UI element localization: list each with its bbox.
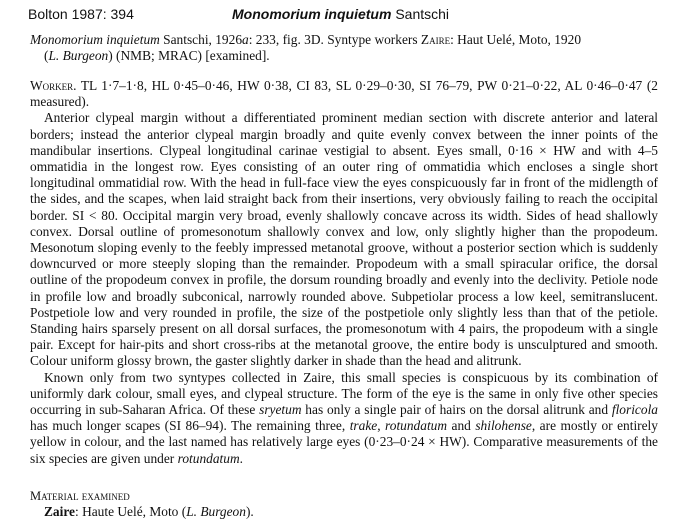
citation-collector: L. Burgeon [48, 48, 109, 64]
species-ref-trake: trake [349, 418, 378, 434]
discussion-part-4: , are mostly or entirely yellow in colour, and the last named has relatively large eyes (0·23–0·24 × HW). Comparative measurements of the six species are given under [30, 418, 658, 466]
discussion-period: . [239, 450, 243, 466]
discussion-comma: , [377, 418, 386, 434]
species-ref-rotundatum: rotundatum [385, 418, 448, 434]
discussion-and: and [447, 418, 476, 434]
worker-description: Anterior clypeal margin without a differentiated prominent median section with discrete anterior and lateral borders; instead the anterior clypeal margin broadly and quite evenly convex between the inner points of the mandibular insertions. Clypeal longitudinal carinae vestigial to absent. Eyes small, 0·16 × HW and with 4–5 ommatidia in the longest row. Eyes consisting of an outer ring of ommatidia which encloses a single short longitudinal ommatidial row. With the head in full-face view the eyes conspicuously far in front of the midlength of the sides, and the scapes, when laid straight back from their insertions, very obviously failing to reach the occipital border. SI < 80. Occipital margin very broad, evenly shallowly concave across its width. Sides of head shallowly convex. Dorsal outline of promesonotum shallowly convex and low, only slightly higher than the propodeum. Mesonotum sloping evenly to the feebly impressed metanotal groove, without a posterior section which is suddenly downcurved or more steeply sloping than the remainder. Propodeum with a small spiracular orifice, the dorsal outline of the propodeum convex in profile, the dorsum rounding broadly and evenly into the declivity. Petiole node in profile low and broadly subconical, narrowly rounded above. Subpetiolar process a low keel, semitranslucent. Postpetiole low and very rounded in profile, the size of the postpetiole only slightly less than that of the petiole. Standing hairs sparsely present on all dorsal surfaces, the promesonotum with 4 pairs, the propodeum with a single pair. Except for hair-pits and short cross-ribs at the metanotal groove, the entire body is unsculptured and smooth. Colour uniform glossy brown, the gaster slightly darker in shade than the head and alitrunk. [30, 110, 658, 369]
species-title [232, 6, 449, 22]
citation-ref-suffix: a [242, 32, 249, 47]
discussion-part-2: has only a single pair of hairs on the dorsal alitrunk and [301, 402, 612, 418]
discussion-part-3: has much longer scapes (SI 86–94). The remaining three, [30, 418, 350, 434]
material-record [30, 504, 658, 520]
species-discussion [30, 370, 658, 467]
citation-ref: Santschi, 1926 [159, 32, 243, 47]
material-locality: : Haute Uelé, Moto ( [75, 504, 187, 520]
material-examined [30, 488, 658, 520]
species-author: Santschi [395, 6, 450, 22]
worker-measurements [30, 78, 658, 110]
material-collector: L. Burgeon [186, 504, 246, 520]
species-ref-shilohense: shilohense [475, 418, 532, 434]
citation-collector-close: ) (NMB; MRAC) [examined]. [108, 48, 270, 64]
source-reference: Bolton 1987: 394 [28, 6, 134, 22]
citation-locality: : Haut Uelé, Moto, 1920 [450, 32, 582, 47]
citation-ref-rest: : 233, fig. 3D. Syntype workers [248, 32, 421, 47]
material-country: Zaire [44, 504, 75, 520]
species-ref-sryetum: sryetum [259, 402, 302, 418]
page-header [28, 4, 658, 26]
species-name: Monomorium inquietum [232, 6, 392, 22]
species-ref-floricola: floricola [611, 402, 658, 418]
worker-section [30, 78, 658, 467]
species-ref-rotundatum-2: rotundatum [177, 450, 240, 466]
material-close: ). [245, 504, 254, 520]
citation-country: Zaire [420, 32, 451, 47]
measurements-text: . TL 1·7–1·8, HL 0·45–0·46, HW 0·38, CI 83, SL 0·29–0·30, SI 76–79, PW 0·21–0·22, AL 0·46–0·47 (2 measured). [30, 78, 658, 110]
worker-heading: Worker [30, 78, 74, 93]
citation-name: Monomorium inquietum [30, 32, 160, 47]
material-heading: Material examined [30, 489, 130, 503]
citation-block [30, 32, 658, 64]
discussion-part-1: Known only from two syntypes collected in Zaire, this small species is conspicuous by its combination of uniformly dark colour, small eyes, and clypeal structure. The form of the eye is the same in only five other species occurring in sub-Saharan Africa. Of these [30, 369, 658, 418]
collector-open: ( [44, 48, 49, 64]
